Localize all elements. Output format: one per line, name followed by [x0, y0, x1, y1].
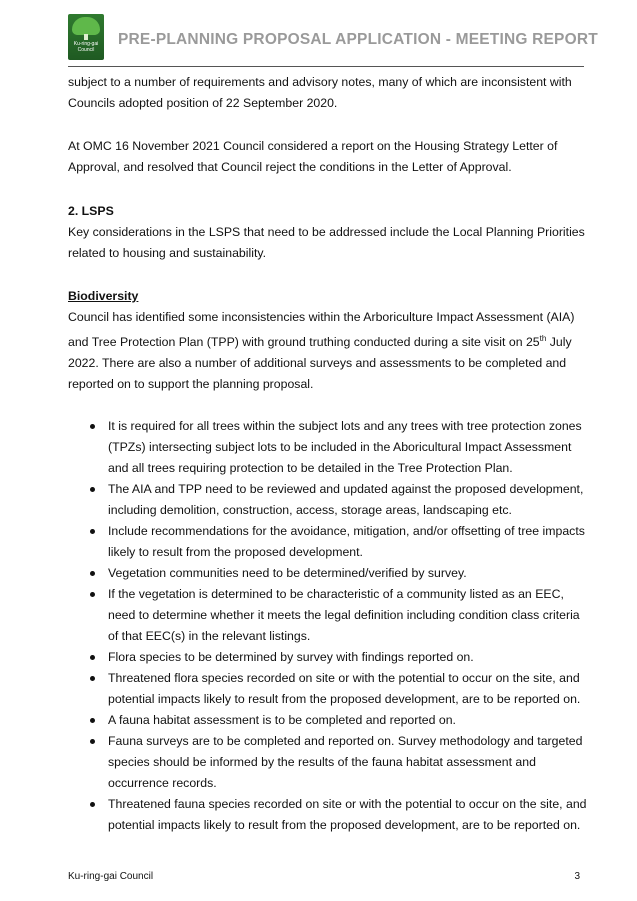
biodiversity-heading: Biodiversity: [68, 289, 139, 303]
biodiversity-text-b: July 2022. There are also a number of additional surveys and assessments to be completed and reported on to support the planning proposal.: [68, 335, 572, 392]
list-item: [68, 794, 588, 836]
bullet-icon: [90, 571, 95, 576]
list-item-text: If the vegetation is determined to be characteristic of a community listed as an EEC, need to determine whether it meets the legal definition including condition class criteria of that EEC(s) in the relevant listings.: [108, 587, 580, 644]
list-item-text: Fauna surveys are to be completed and reported on. Survey methodology and targeted species should be informed by the results of the fauna habitat assessment and occurrence records.: [108, 734, 583, 791]
list-item-text: Vegetation communities need to be determined/verified by survey.: [108, 566, 467, 581]
biodiversity-paragraph: [68, 307, 588, 395]
omc-paragraph: At OMC 16 November 2021 Council considered a report on the Housing Strategy Letter of Approval, and resolved that Council reject the conditions in the Letter of Approval.: [68, 139, 558, 174]
list-item: [68, 521, 588, 563]
list-item-text: Threatened flora species recorded on site or with the potential to occur on the site, and potential impacts likely to result from the proposed development, are to be reported on.: [108, 671, 581, 707]
date-superscript: th: [539, 334, 547, 343]
council-logo: [68, 14, 104, 60]
list-item-text: A fauna habitat assessment is to be completed and reported on.: [108, 713, 456, 728]
logo-text-line1: Ku-ring-gai: [73, 41, 99, 47]
continued-paragraph: subject to a number of requirements and advisory notes, many of which are inconsistent with Councils adopted position of 22 September 2020.: [68, 75, 572, 110]
bullet-icon: [90, 592, 95, 597]
footer-org: Ku-ring-gai Council: [68, 871, 154, 882]
list-item-text: It is required for all trees within the subject lots and any trees with tree protection zones (TPZs) intersecting subject lots to be included in the Aboricultural Impact Assessment and all trees requiring protection to be detailed in the Tree Protection Plan.: [108, 419, 582, 476]
list-item: [68, 563, 588, 584]
lsps-paragraph: Key considerations in the LSPS that need to be addressed include the Local Planning Priorities related to housing and sustainability.: [68, 225, 585, 260]
list-item: [68, 647, 588, 668]
report-title: PRE-PLANNING PROPOSAL APPLICATION - MEETING REPORT: [118, 31, 598, 48]
list-item-text: Threatened fauna species recorded on site or with the potential to occur on the site, and potential impacts likely to result from the proposed development, are to be reported on.: [108, 797, 587, 833]
bullet-icon: [90, 487, 95, 492]
list-item-text: The AIA and TPP need to be reviewed and updated against the proposed development, including demolition, construction, access, storage areas, landscaping etc.: [108, 482, 584, 518]
biodiversity-text-a: Council has identified some inconsistencies within the Arboriculture Impact Assessment (AIA) and Tree Protection Plan (TPP) with ground truthing conducted during a site visit on 25: [68, 310, 575, 350]
list-item-text: Include recommendations for the avoidance, mitigation, and/or offsetting of tree impacts likely to result from the proposed development.: [108, 524, 585, 560]
list-item: [68, 416, 588, 479]
bullet-icon: [90, 718, 95, 723]
report-body: [68, 72, 588, 836]
bullet-icon: [90, 739, 95, 744]
logo-text-line2: Council: [77, 47, 95, 53]
list-item: [68, 731, 588, 794]
biodiversity-requirements-list: [68, 416, 588, 836]
bullet-icon: [90, 676, 95, 681]
page-number: 3: [574, 871, 580, 882]
bullet-icon: [90, 424, 95, 429]
list-item: [68, 479, 588, 521]
bullet-icon: [90, 802, 95, 807]
list-item: [68, 584, 588, 647]
list-item: [68, 710, 588, 731]
bullet-icon: [90, 529, 95, 534]
list-item-text: Flora species to be determined by survey with findings reported on.: [108, 650, 474, 665]
list-item: [68, 668, 588, 710]
bullet-icon: [90, 655, 95, 660]
section-heading-lsps: 2. LSPS: [68, 204, 114, 218]
page-header: [68, 14, 598, 67]
tree-trunk: [84, 34, 88, 40]
tree-icon: [72, 17, 100, 35]
